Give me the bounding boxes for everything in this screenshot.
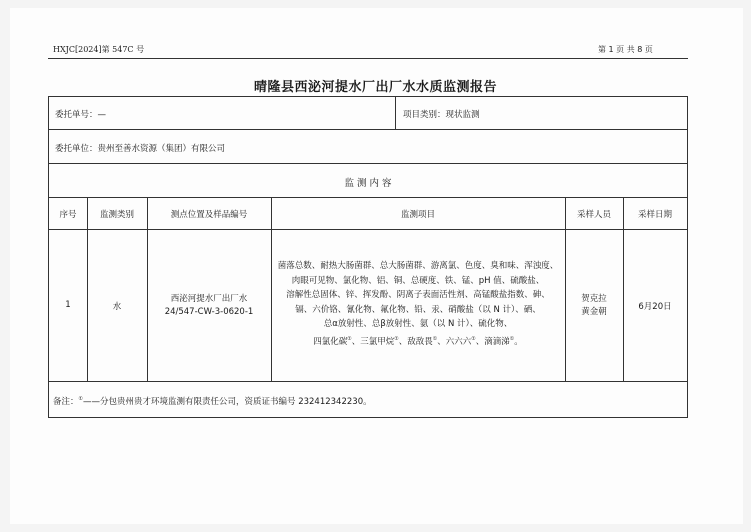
col-divider (87, 197, 88, 381)
note-label: 备注： (53, 397, 79, 407)
page-info: 第 1 页 共 8 页 (598, 45, 653, 54)
report-title: 晴隆县西泌河提水厂出厂水水质监测报告 (253, 80, 497, 95)
row-divider (49, 229, 687, 230)
col-divider (565, 197, 566, 381)
col-divider (395, 97, 396, 129)
footnote-mark: ① (509, 335, 515, 342)
col-header-items: 监测项目 (400, 210, 435, 220)
header-rule (48, 58, 688, 59)
items-line: 肉眼可见物、氯化物、铝、铜、总硬度、铁、锰、pH 值、硫酸盐、 (291, 275, 545, 286)
item-text: 四氯化碳 (313, 336, 348, 347)
footnote-mark: ① (394, 335, 399, 342)
items-line: 菌落总数、耐热大肠菌群、总大肠菌群、游离氯、色度、臭和味、浑浊度、 (277, 261, 559, 271)
row-category: 水 (112, 302, 122, 312)
footnote-mark: ① (432, 335, 438, 342)
row-date: 6月20日 (638, 302, 672, 312)
col-divider (271, 197, 272, 381)
items-line: 总α放射性、总β放射性、氨（以 N 计）、硫化物、 (323, 319, 513, 329)
sample-code: 24/547-CW-3-0620-1 (164, 307, 254, 317)
col-header-sampler: 采样人员 (576, 210, 611, 220)
item-text: 、三氯甲烷 (351, 336, 395, 347)
col-header-location: 测点位置及样品编号 (170, 210, 248, 220)
note-text: ——分包贵州贵才环境监测有限责任公司，资质证书编号 232412342230。 (83, 397, 372, 407)
footnote-mark: ① (471, 335, 476, 342)
item-text: 、敌敌畏 (398, 336, 433, 347)
row-divider (49, 129, 687, 130)
col-header-date: 采样日期 (637, 210, 672, 220)
item-text: 、六六六 (437, 336, 472, 347)
note (53, 395, 372, 407)
entrust-number: 委托单号：— (55, 110, 107, 120)
row-location (147, 293, 271, 319)
footnote-mark: ① (347, 335, 352, 342)
items-line-last (273, 332, 563, 349)
section-title: 监 测 内 容 (344, 178, 392, 189)
item-text: 。 (514, 336, 523, 347)
item-text: 、滴滴涕 (475, 336, 510, 347)
footnote-mark: ① (78, 396, 83, 403)
project-type: 项目类别：现状监测 (403, 110, 480, 120)
row-seq: 1 (65, 300, 71, 310)
monitoring-items (273, 259, 563, 349)
row-divider (49, 381, 687, 382)
col-divider (147, 197, 148, 381)
items-line: 镉、六价铬、氰化物、氟化物、铅、汞、硝酸盐（以 N 计）、硒、 (295, 304, 541, 315)
items-line: 溶解性总固体、锌、挥发酚、阴离子表面活性剂、高锰酸盐指数、砷、 (286, 290, 550, 300)
row-divider (49, 197, 687, 198)
entrust-unit: 委托单位：贵州至善水资源（集团）有限公司 (55, 144, 226, 154)
col-header-category: 监测类别 (99, 210, 134, 220)
col-header-seq: 序号 (59, 210, 77, 220)
row-divider (49, 163, 687, 164)
report-number: HXJC[2024]第 547C 号 (53, 45, 145, 54)
sampler-name: 贺克拉 (581, 294, 607, 304)
col-divider (623, 197, 624, 381)
location-name: 西泌河提水厂出厂水 (170, 294, 248, 304)
row-sampler (565, 293, 623, 319)
report-table (48, 97, 688, 418)
sampler-name: 黄金朝 (581, 307, 607, 317)
